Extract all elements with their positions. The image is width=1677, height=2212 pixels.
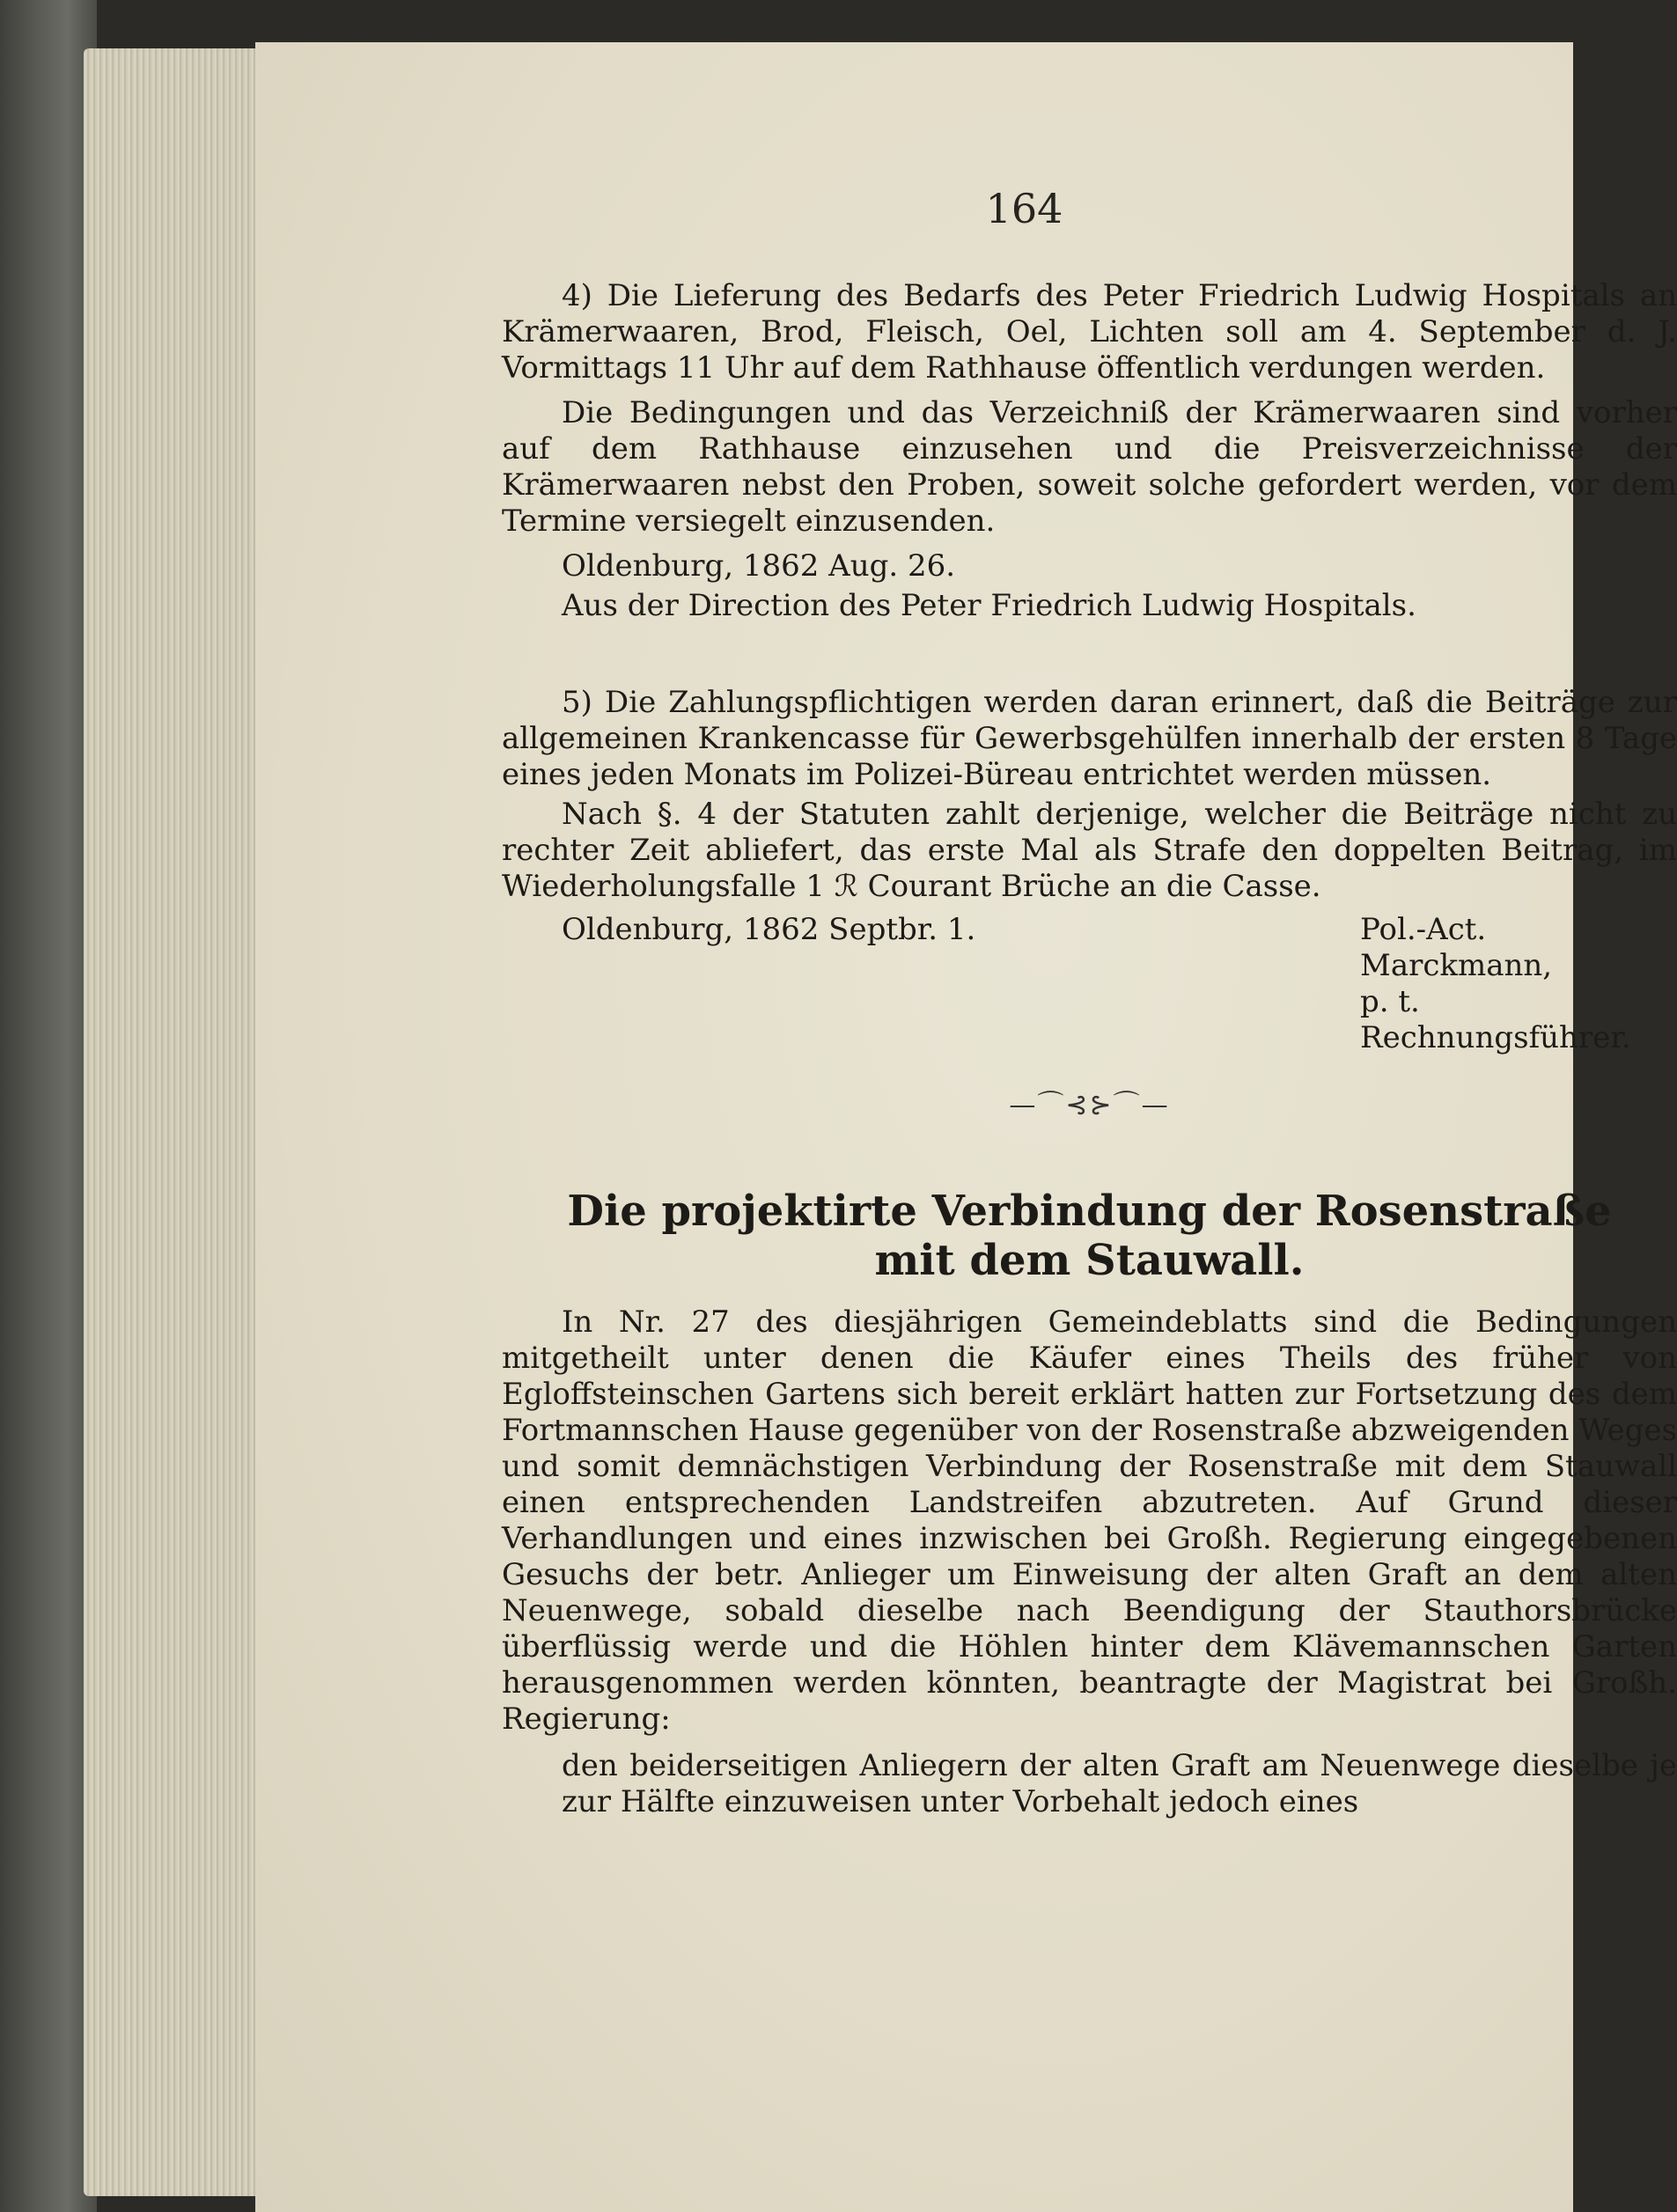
article-heading-line-2: mit dem Stauwall. [874,1236,1305,1285]
notice-5-paragraph-2: Nach §. 4 der Statuten zahlt derjenige, welcher die Beiträge nicht zu rechter Zeit abliefert, das erste Mal als Strafe den doppelten Beitrag, im Wiederholungsfalle 1 ℛ Courant Brüche an die Casse. [502,797,1677,904]
article-paragraph-1: In Nr. 27 des diesjährigen Gemeindeblatts sind die Bedingungen mitgetheilt unter denen die Käufer eines Theils des früher von Egloffsteinschen Gartens sich bereit erklärt hatten zur Fortsetzung des dem Fortmannschen Hause gegenüber von der Rosenstraße abzweigenden Weges und somit demnächstigen Verbindung der Rosenstraße mit dem Stauwall einen entsprechenden Landstreifen abzutreten. Auf Grund dieser Verhandlungen und eines inzwischen bei Großh. Regierung eingegebenen Gesuchs der betr. Anlieger um Einweisung der alten Graft an dem alten Neuenwege, sobald dieselbe nach Beendigung der Stauthorsbrücke überflüssig werde und die Höhlen hinter dem Klävemannschen Garten herausgenommen werden könnten, beantragte der Magistrat bei Großh. Regierung: [502,1304,1677,1737]
notice-4-place-date: Oldenburg, 1862 Aug. 26. [562,548,956,584]
article [502,1187,1677,1820]
notice-5-signer [1360,912,1677,1056]
page-number: 164 [985,185,1063,232]
article-quote: den beiderseitigen Anliegern der alten Graft am Neuenwege dieselbe je zur Hälfte einzuweisen unter Vorbehalt jedoch eines [562,1748,1677,1819]
book-spine [0,0,97,2212]
notice-5 [502,685,1677,1056]
book-page [255,42,1677,2212]
notice-5-signer-line-2: p. t. Rechnungsführer. [1360,984,1631,1055]
notice-4-signature: Aus der Direction des Peter Friedrich Ludwig Hospitals. [562,588,1416,623]
notice-4 [502,278,1677,624]
notice-5-signature-row [502,912,1677,1056]
notice-5-signer-line-1: Pol.-Act. Marckmann, [1360,912,1553,983]
page-edges [84,48,277,2196]
notice-4-paragraph-2: Die Bedingungen und das Verzeichniß der Krämerwaaren sind vorher auf dem Rathhause einzusehen und die Preisverzeichnisse der Krämerwaaren nebst den Proben, soweit solche gefordert werden, vor dem Termine versiegelt einzusenden. [502,395,1677,539]
notice-4-paragraph-1: 4) Die Lieferung des Bedarfs des Peter Friedrich Ludwig Hospitals an Krämerwaaren, Brod, Fleisch, Oel, Lichten soll am 4. September d. J. Vormittags 11 Uhr auf dem Rathhause öffentlich verdungen werden. [502,278,1677,386]
notice-5-paragraph-1: 5) Die Zahlungspflichtigen werden daran erinnert, daß die Beiträge zur allgemeinen Krankencasse für Gewerbsgehülfen innerhalb der ersten 8 Tage eines jeden Monats im Polizei-Büreau entrichtet werden müssen. [502,685,1677,792]
notice-5-place-date: Oldenburg, 1862 Septbr. 1. [562,912,976,947]
section-divider-ornament: —⌒⊰⊱⌒— [1009,1090,1170,1121]
article-heading-line-1: Die projektirte Verbindung der Rosenstraße [567,1187,1612,1236]
